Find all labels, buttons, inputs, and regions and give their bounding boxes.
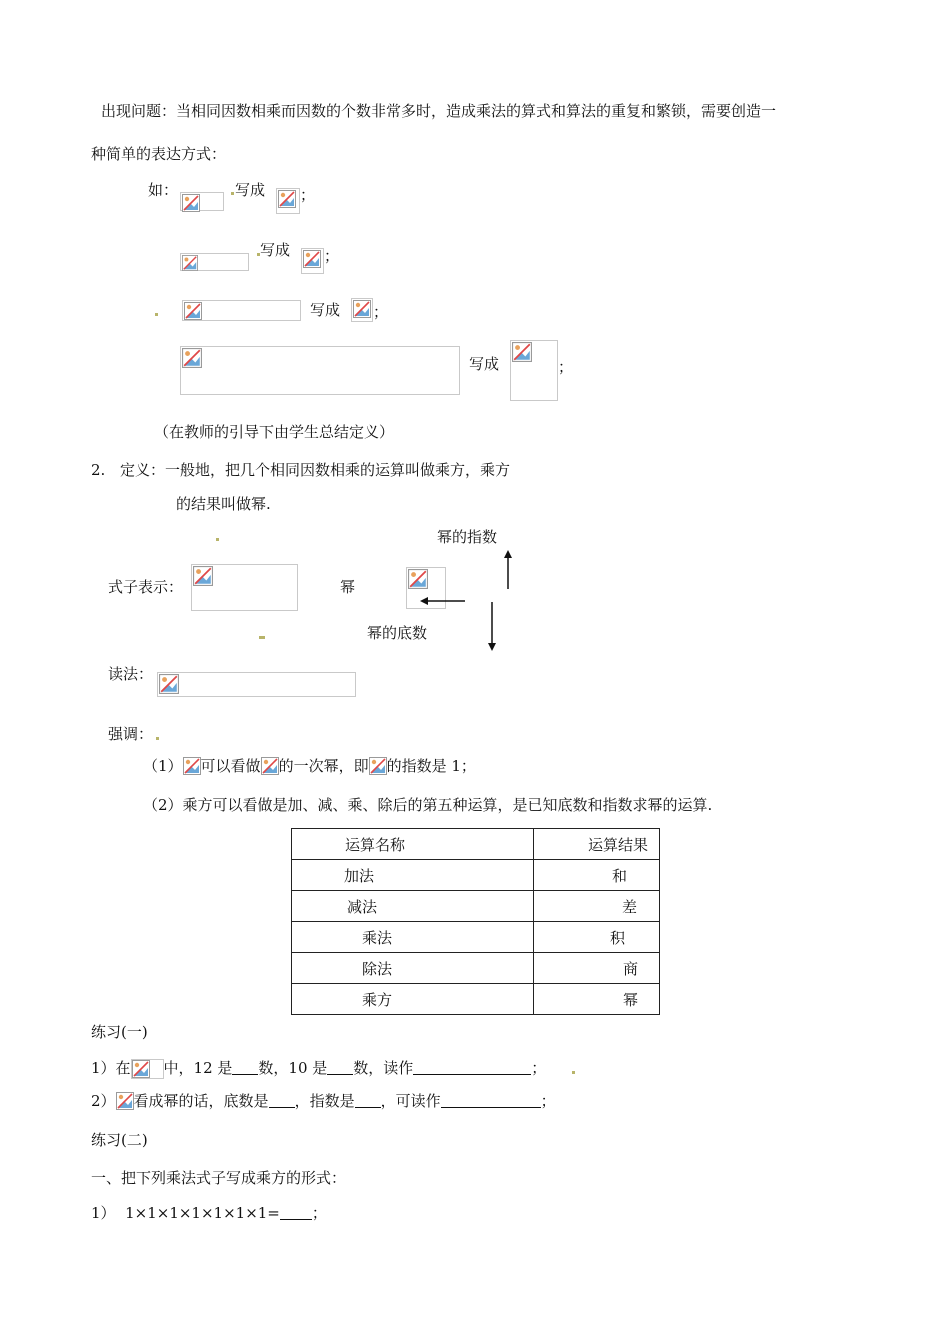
left-arrow-head-icon	[420, 597, 428, 605]
exercise-1-q2	[91, 1091, 556, 1111]
exercise-2-instruction: 一、把下列乘法式子写成乘方的形式：	[91, 1169, 347, 1187]
table-row	[292, 953, 660, 984]
example-semicolon: ；	[373, 303, 389, 321]
example-write-as: 写成	[469, 355, 500, 373]
table-cell: 商	[534, 953, 660, 984]
q2-text-d: ，可读作	[380, 1092, 441, 1110]
formula-image	[276, 188, 300, 214]
emphasis-label: 强调：	[108, 725, 154, 743]
formula-image	[351, 298, 373, 322]
table-cell: 减法	[292, 891, 534, 922]
exercise-1-title: 练习(一)	[91, 1023, 148, 1041]
table-header-row	[292, 829, 660, 860]
q2-text-c: ，指数是	[294, 1092, 355, 1110]
exercise-1-q1	[91, 1058, 546, 1079]
table-row	[292, 891, 660, 922]
table-cell: 加法	[292, 860, 534, 891]
table-cell: 幂	[534, 984, 660, 1015]
q1-expression: 1×1×1×1×1×1×1=	[125, 1204, 280, 1222]
q1-text-c: 数，10 是	[258, 1059, 328, 1077]
formula-image	[180, 346, 460, 395]
anchor-dot	[216, 538, 219, 541]
emphasis-item-1-text-c: 的指数是 1；	[386, 757, 476, 775]
broken-image-icon	[159, 674, 179, 694]
table-row	[292, 984, 660, 1015]
q1-end: ；	[311, 1204, 327, 1222]
definition-line-1: 定义：一般地，把几个相同因数相乘的运算叫做乘方，乘方	[120, 461, 511, 479]
operations-table	[291, 828, 660, 1015]
formula-inline-image	[131, 1059, 164, 1079]
table-cell: 和	[534, 860, 660, 891]
answer-blank[interactable]	[355, 1092, 381, 1108]
q1-text-a: 1）在	[91, 1059, 131, 1077]
answer-blank[interactable]	[413, 1059, 531, 1075]
answer-blank[interactable]	[327, 1059, 353, 1075]
table-cell: 除法	[292, 953, 534, 984]
table-row	[292, 860, 660, 891]
table-cell: 乘方	[292, 984, 534, 1015]
formula-label: 式子表示：	[108, 578, 184, 596]
exercise-2-q1	[91, 1203, 327, 1223]
example-write-as: 写成	[235, 181, 266, 199]
broken-image-icon	[353, 300, 371, 318]
formula-image	[510, 340, 558, 401]
formula-inline-image	[183, 757, 201, 775]
q1-number: 1）	[91, 1204, 116, 1222]
power-label: 幂	[340, 578, 356, 596]
up-arrow-head-icon	[504, 550, 512, 558]
broken-image-icon	[182, 194, 200, 212]
emphasis-item-1-text-b: 的一次幂，即	[278, 757, 369, 775]
q1-text-d: 数，读作	[353, 1059, 414, 1077]
broken-image-icon	[369, 757, 387, 775]
table-header-cell: 运算结果	[534, 829, 660, 860]
down-arrow-head-icon	[488, 643, 496, 651]
intro-line-2: 种简单的表达方式：	[91, 145, 227, 163]
example-semicolon: ；	[324, 247, 340, 265]
example-semicolon: ；	[558, 358, 574, 376]
q1-text-b: 中，12 是	[163, 1059, 233, 1077]
broken-image-icon	[182, 348, 202, 368]
anchor-dot	[259, 636, 265, 639]
definition-line-2: 的结果叫做幂.	[176, 495, 271, 513]
emphasis-item-1	[143, 756, 476, 776]
broken-image-icon	[193, 566, 213, 586]
table-cell: 积	[534, 922, 660, 953]
broken-image-icon	[182, 255, 198, 271]
broken-image-icon	[512, 342, 532, 362]
formula-inline-image	[116, 1092, 134, 1110]
formula-image	[182, 300, 301, 321]
broken-image-icon	[183, 757, 201, 775]
table-cell: 差	[534, 891, 660, 922]
formula-inline-image	[261, 757, 279, 775]
answer-blank[interactable]	[280, 1204, 312, 1220]
broken-image-icon	[303, 250, 321, 268]
broken-image-icon	[278, 190, 296, 208]
broken-image-icon	[261, 757, 279, 775]
example-write-as: 写成	[260, 241, 291, 259]
q2-text-b: 看成幂的话，底数是	[133, 1092, 269, 1110]
broken-image-icon	[132, 1060, 150, 1078]
base-label: 幂的底数	[367, 624, 428, 642]
formula-image	[180, 192, 224, 211]
formula-image	[301, 248, 324, 274]
reading-image	[157, 672, 356, 697]
q2-text-a: 2）	[91, 1092, 116, 1110]
exercise-2-title: 练习(二)	[91, 1131, 148, 1149]
reading-label: 读法：	[108, 665, 154, 683]
emphasis-item-1-number: （1）	[143, 757, 183, 775]
table-row	[292, 922, 660, 953]
q2-text-e: ；	[540, 1092, 556, 1110]
example-semicolon: ；	[300, 186, 316, 204]
table-cell: 乘法	[292, 922, 534, 953]
anchor-dot	[156, 737, 159, 740]
anchor-dot	[155, 313, 158, 316]
anchor-dot	[231, 192, 234, 195]
anchor-dot	[572, 1071, 575, 1074]
teacher-note: （在教师的引导下由学生总结定义）	[154, 423, 395, 441]
answer-blank[interactable]	[269, 1092, 295, 1108]
emphasis-item-1-text-a: 可以看做	[200, 757, 261, 775]
q1-text-e: ；	[531, 1059, 547, 1077]
formula-inline-image	[369, 757, 387, 775]
answer-blank[interactable]	[232, 1059, 258, 1075]
exponent-label: 幂的指数	[437, 528, 498, 546]
answer-blank[interactable]	[441, 1092, 541, 1108]
definition-number: 2.	[91, 461, 106, 479]
diagram-arrows	[415, 548, 515, 652]
emphasis-item-2: （2）乘方可以看做是加、减、乘、除后的第五种运算，是已知底数和指数求幂的运算.	[143, 796, 713, 814]
intro-line-1: 出现问题：当相同因数相乘而因数的个数非常多时，造成乘法的算式和算法的重复和繁锁，需要创造一	[101, 102, 777, 120]
broken-image-icon	[116, 1092, 134, 1110]
example-ru-label: 如：	[148, 181, 179, 199]
table-header-cell: 运算名称	[292, 829, 534, 860]
power-formula-image	[191, 564, 298, 611]
formula-image	[180, 253, 249, 271]
example-write-as: 写成	[310, 301, 341, 319]
broken-image-icon	[184, 302, 202, 320]
